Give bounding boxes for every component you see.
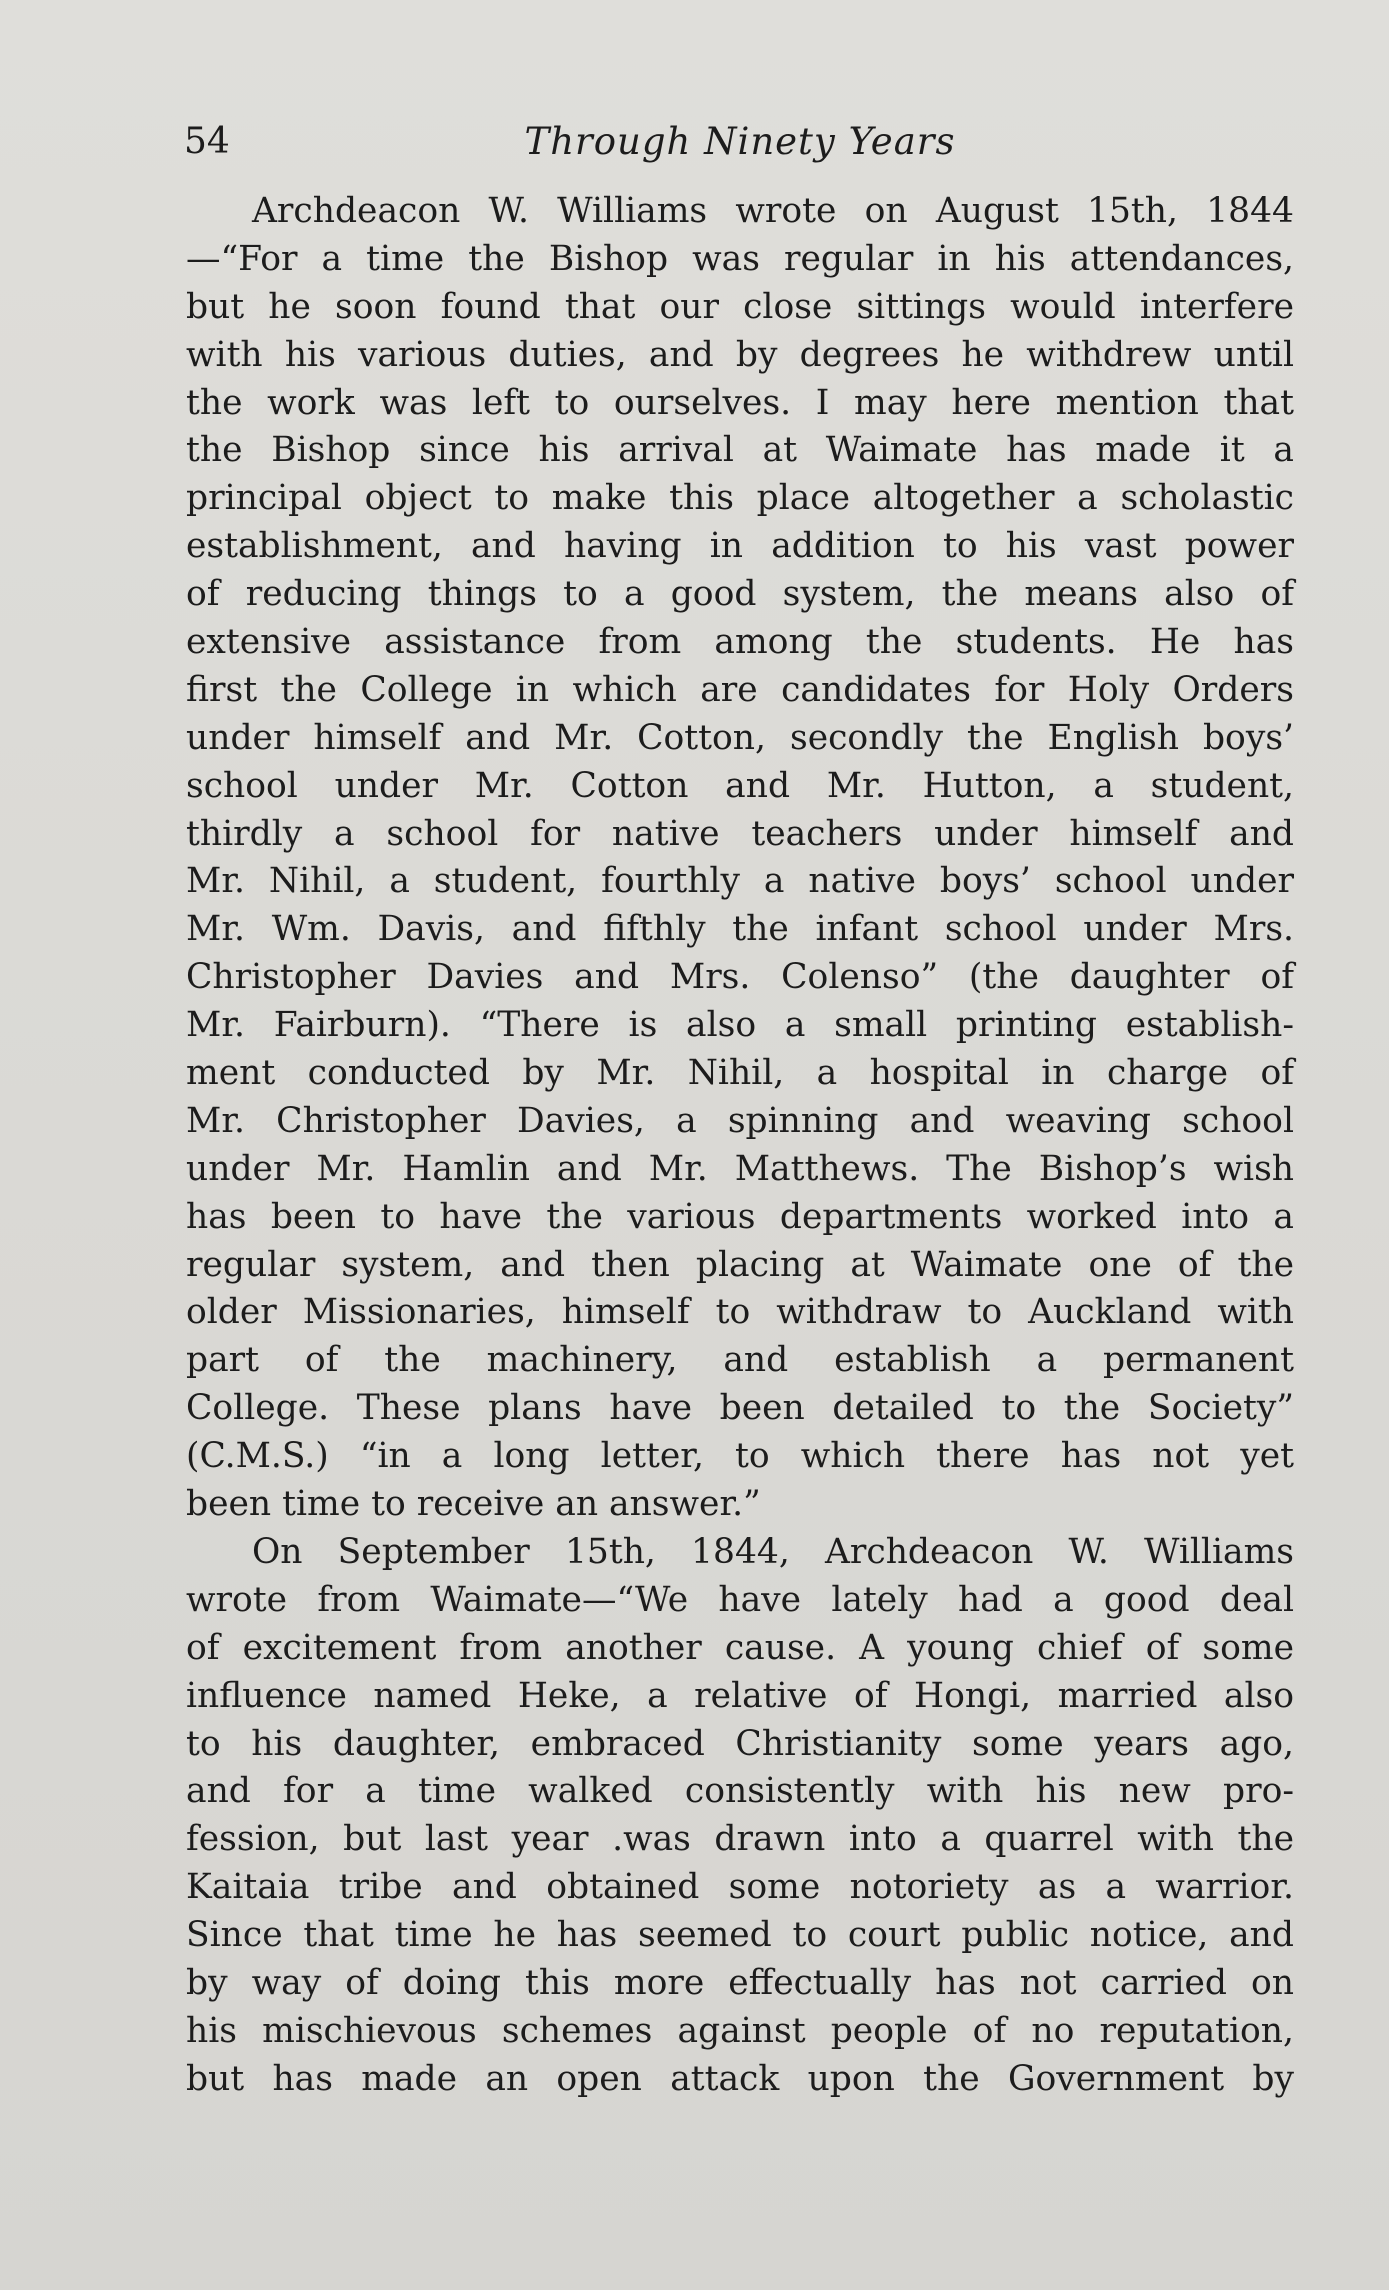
text-line: influence named Heke, a relative of Hongi, married also bbox=[186, 1675, 1294, 1716]
text-line: been time to receive an answer.” bbox=[186, 1484, 761, 1525]
text-line: to his daughter, embraced Christianity some years ago, bbox=[186, 1723, 1294, 1764]
body-text bbox=[186, 188, 1294, 2104]
text-line: principal object to make this place altogether a scholastic bbox=[186, 478, 1294, 519]
text-line: thirdly a school for native teachers under himself and bbox=[186, 813, 1294, 854]
text-line: older Missionaries, himself to withdraw to Auckland with bbox=[186, 1292, 1294, 1333]
text-line: under Mr. Hamlin and Mr. Matthews. The Bishop’s wish bbox=[186, 1148, 1294, 1189]
text-line: under himself and Mr. Cotton, secondly the English boys’ bbox=[186, 717, 1294, 758]
page-number: 54 bbox=[184, 121, 230, 162]
text-line: but he soon found that our close sittings would interfere bbox=[186, 286, 1294, 327]
page-header bbox=[184, 112, 1296, 172]
text-line: with his various duties, and by degrees he withdrew until bbox=[186, 334, 1294, 375]
text-line: Since that time he has seemed to court public notice, and bbox=[186, 1915, 1294, 1956]
text-line: —“For a time the Bishop was regular in his attendances, bbox=[186, 238, 1294, 279]
text-line: and for a time walked consistently with his new pro- bbox=[186, 1771, 1294, 1812]
text-line: the work was left to ourselves. I may here mention that bbox=[186, 382, 1294, 423]
text-line: the Bishop since his arrival at Waimate has made it a bbox=[186, 430, 1294, 471]
text-line: ment conducted by Mr. Nihil, a hospital in charge of bbox=[186, 1053, 1294, 1094]
text-line: (C.M.S.) “in a long letter, to which there has not yet bbox=[186, 1436, 1294, 1477]
text-line: establishment, and having in addition to his vast power bbox=[186, 526, 1294, 567]
text-line: part of the machinery, and establish a permanent bbox=[186, 1340, 1294, 1381]
text-line: by way of doing this more effectually has not carried on bbox=[186, 1962, 1294, 2003]
text-line: but has made an open attack upon the Government by bbox=[186, 2058, 1294, 2099]
text-line: Mr. Nihil, a student, fourthly a native boys’ school under bbox=[186, 861, 1294, 902]
text-line: On September 15th, 1844, Archdeacon W. Williams bbox=[252, 1531, 1294, 1572]
text-line: wrote from Waimate—“We have lately had a good deal bbox=[186, 1579, 1294, 1620]
text-line: first the College in which are candidates for Holy Orders bbox=[186, 669, 1294, 710]
text-line: Christopher Davies and Mrs. Colenso” (the daughter of bbox=[186, 957, 1294, 998]
text-line: Mr. Christopher Davies, a spinning and weaving school bbox=[186, 1100, 1294, 1141]
text-line: Mr. Wm. Davis, and fifthly the infant school under Mrs. bbox=[186, 909, 1294, 950]
text-line: of excitement from another cause. A young chief of some bbox=[186, 1627, 1294, 1668]
text-line: of reducing things to a good system, the means also of bbox=[186, 574, 1294, 615]
text-line: extensive assistance from among the students. He has bbox=[186, 622, 1294, 663]
text-line: fession, but last year .was drawn into a quarrel with the bbox=[186, 1819, 1294, 1860]
text-line: regular system, and then placing at Waimate one of the bbox=[186, 1244, 1294, 1285]
text-line: Mr. Fairburn). “There is also a small printing establish- bbox=[186, 1005, 1294, 1046]
running-title: Through Ninety Years bbox=[524, 120, 956, 163]
text-line: his mischievous schemes against people of no reputation, bbox=[186, 2010, 1294, 2051]
text-line: College. These plans have been detailed to the Society” bbox=[186, 1388, 1294, 1429]
text-line: Archdeacon W. Williams wrote on August 15th, 1844 bbox=[252, 191, 1294, 231]
text-line: Kaitaia tribe and obtained some notoriety as a warrior. bbox=[186, 1867, 1294, 1908]
text-line: school under Mr. Cotton and Mr. Hutton, a student, bbox=[186, 765, 1294, 806]
text-line: has been to have the various departments worked into a bbox=[186, 1196, 1294, 1237]
